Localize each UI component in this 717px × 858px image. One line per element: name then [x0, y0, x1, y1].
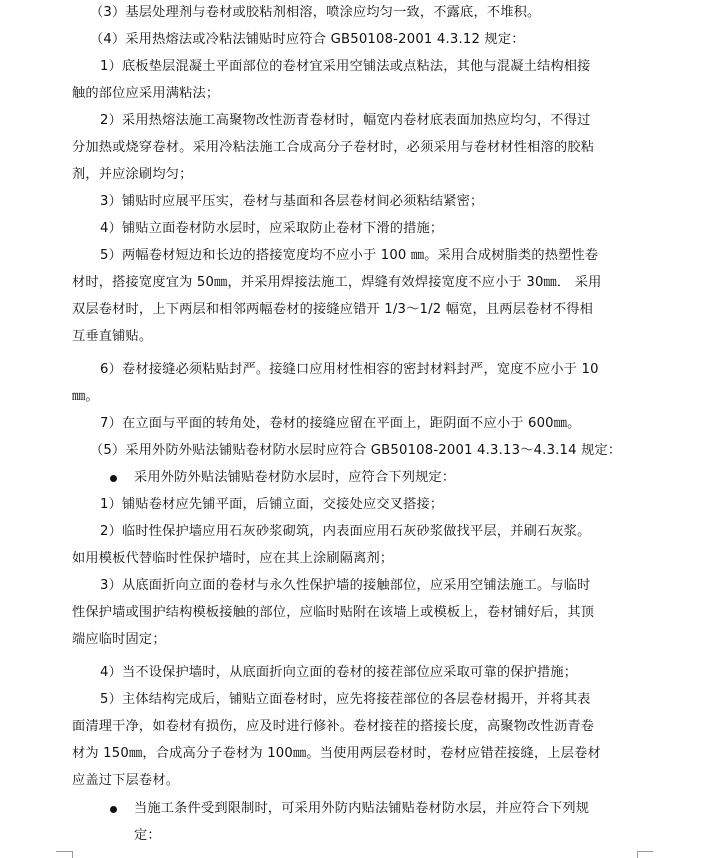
text-line: 双层卷材时，上下两层和相邻两幅卷材的接缝应错开 1/3～1/2 幅宽，且两层卷材不得相	[72, 302, 593, 317]
text-line: 如用模板代替临时性保护墙时，应在其上涂刷隔离剂；	[72, 551, 394, 566]
crop-mark	[72, 851, 73, 858]
bullet-icon	[110, 475, 117, 482]
text-line: 6）卷材接缝必须粘贴封严。接缝口应用材性相容的密封材料封严，宽度不应小于 10	[100, 362, 599, 377]
bullet-icon	[110, 806, 117, 813]
text-line: 5）主体结构完成后，铺贴立面卷材时，应先将接茬部位的各层卷材揭开，并将其表	[100, 692, 591, 707]
text-line: 4）铺贴立面卷材防水层时，应采取防止卷材下滑的措施；	[100, 221, 444, 236]
text-line: （3）基层处理剂与卷材或胶粘剂相溶，喷涂应均匀一致，不露底，不堆积。	[90, 5, 541, 20]
text-line: 2）采用热熔法施工高聚物改性沥青卷材时，幅宽内卷材底表面加热应均匀，不得过	[100, 113, 591, 128]
text-line: 触的部位应采用满粘法；	[72, 86, 220, 101]
text-line: 1）铺贴卷材应先铺平面，后铺立面，交接处应交叉搭接；	[100, 497, 444, 512]
crop-mark	[637, 851, 638, 858]
text-line: 3）铺贴时应展平压实，卷材与基面和各层卷材间必须粘结紧密；	[100, 194, 484, 209]
text-line: （5）采用外防外贴法铺贴卷材防水层时应符合 GB50108-2001 4.3.13～4.3.14 规定：	[90, 443, 622, 458]
text-line: 4）当不设保护墙时，从底面折向立面的卷材的接茬部位应采取可靠的保护措施；	[100, 665, 578, 680]
text-line: 采用外防外贴法铺贴卷材防水层时，应符合下列规定：	[134, 470, 456, 485]
text-line: 互垂直铺贴。	[72, 329, 153, 344]
crop-mark	[637, 851, 653, 852]
text-line: 当施工条件受到限制时，可采用外防内贴法铺贴卷材防水层，并应符合下列规	[134, 801, 590, 816]
text-line: 定：	[134, 828, 161, 843]
text-line: 材为 150㎜，合成高分子卷材为 100㎜。当使用两层卷材时，卷材应错茬接缝，上层卷材	[72, 746, 601, 761]
text-line: 7）在立面与平面的转角处，卷材的接缝应留在平面上，距阴面不应小于 600㎜。	[100, 416, 581, 431]
text-line: （4）采用热熔法或冷粘法铺贴时应符合 GB50108-2001 4.3.12 规定：	[90, 32, 525, 47]
text-line: 分加热或烧穿卷材。采用冷粘法施工合成高分子卷材时，必须采用与卷材材性相溶的胶粘	[72, 140, 595, 155]
text-line: 2）临时性保护墙应用石灰砂浆砌筑，内表面应用石灰砂浆做找平层，并刷石灰浆。	[100, 524, 591, 539]
text-line: 5）两幅卷材短边和长边的搭接宽度均不应小于 100 ㎜。采用合成树脂类的热塑性卷	[100, 248, 599, 263]
text-line: 性保护墙或围护结构模板接触的部位，应临时贴附在该墙上或模板上，卷材铺好后，其顶	[72, 605, 595, 620]
text-line: ㎜。	[72, 389, 99, 404]
text-line: 面清理干净，如卷材有损伤，应及时进行修补。卷材接茬的搭接长度，高聚物改性沥青卷	[72, 719, 595, 734]
text-line: 应盖过下层卷材。	[72, 773, 180, 788]
text-line: 材时，搭接宽度宜为 50㎜，并采用焊接法施工，焊缝有效焊接宽度不应小于 30㎜． 采用	[72, 275, 602, 290]
text-line: 3）从底面折向立面的卷材与永久性保护墙的接触部位，应采用空铺法施工。与临时	[100, 578, 591, 593]
text-line: 剂，并应涂刷均匀；	[72, 167, 193, 182]
crop-mark	[56, 851, 72, 852]
text-line: 端应临时固定；	[72, 632, 166, 647]
text-line: 1）底板垫层混凝土平面部位的卷材宜采用空铺法或点粘法，其他与混凝土结构相接	[100, 59, 591, 74]
